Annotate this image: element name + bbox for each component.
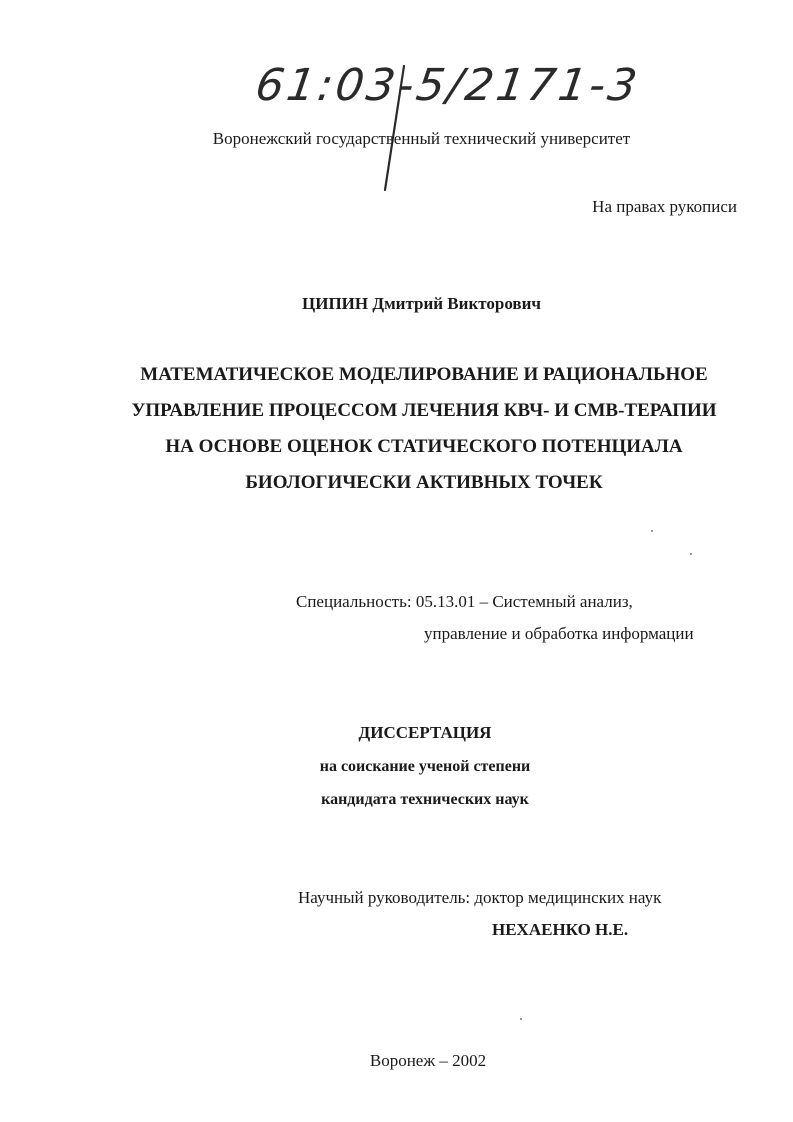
university-name: Воронежский государственный технический университет	[212, 129, 631, 148]
degree-line-1: на соискание ученой степени	[319, 758, 531, 775]
title-line: БИОЛОГИЧЕСКИ АКТИВНЫХ ТОЧЕК	[245, 472, 603, 493]
title-line: НА ОСНОВЕ ОЦЕНОК СТАТИЧЕСКОГО ПОТЕНЦИАЛА	[165, 436, 683, 457]
scan-speck	[520, 1018, 522, 1020]
city-year: Воронеж – 2002	[369, 1051, 487, 1070]
title-line: МАТЕМАТИЧЕСКОЕ МОДЕЛИРОВАНИЕ И РАЦИОНАЛЬНОЕ	[140, 364, 708, 385]
specialty-line-2: управление и обработка информации	[424, 624, 694, 643]
scan-speck	[651, 530, 653, 532]
title-line: УПРАВЛЕНИЕ ПРОЦЕССОМ ЛЕЧЕНИЯ КВЧ- И СМВ-ТЕРАПИИ	[131, 400, 717, 421]
advisor-line: Научный руководитель: доктор медицинских наук	[298, 888, 662, 907]
degree-line-2: кандидата технических наук	[321, 791, 529, 808]
dissertation-label: ДИССЕРТАЦИЯ	[358, 723, 492, 742]
rights-notice: На правах рукописи	[592, 197, 737, 216]
author-name: ЦИПИН Дмитрий Викторович	[302, 294, 541, 313]
scan-speck	[690, 553, 692, 555]
dissertation-title	[0, 357, 793, 501]
advisor-name: НЕХАЕНКО Н.Е.	[492, 920, 629, 939]
handwritten-catalog-number: 61:03-5/2171-3	[252, 60, 643, 111]
specialty-line-1: Специальность: 05.13.01 – Системный анализ,	[296, 592, 633, 611]
